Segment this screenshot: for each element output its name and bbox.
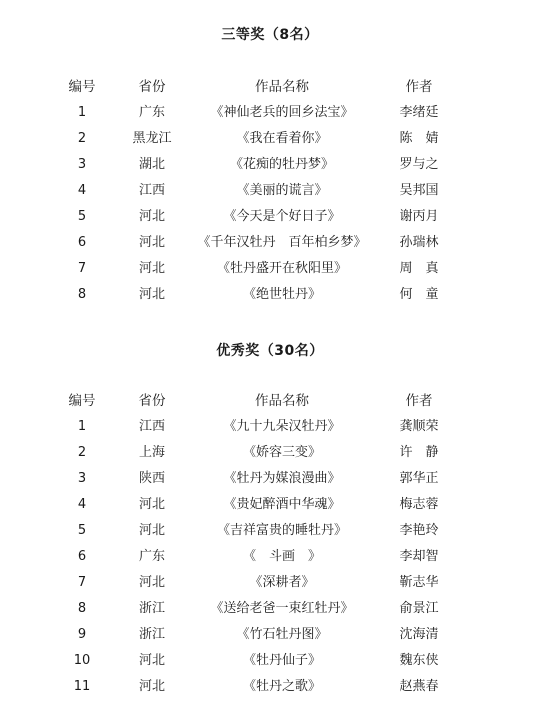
row-work: 《神仙老兵的回乡法宝》 (210, 105, 354, 120)
row-author: 谢丙月 (399, 209, 439, 224)
table-row (0, 468, 550, 490)
section-title-third-prize: 三等奖（8名） (221, 27, 319, 43)
row-work: 《美丽的谎言》 (236, 183, 328, 198)
table-header (0, 390, 550, 412)
row-author: 周 真 (399, 261, 439, 276)
row-work: 《 斗画 》 (242, 549, 321, 564)
row-work: 《我在看着你》 (236, 131, 328, 146)
row-work: 《九十九朵汉牡丹》 (223, 419, 341, 434)
row-author: 梅志蓉 (399, 497, 439, 512)
table-row (0, 520, 550, 542)
row-author: 俞景江 (399, 601, 439, 616)
row-author: 龚顺荣 (399, 419, 439, 434)
row-no: 3 (77, 471, 87, 486)
row-province: 河北 (138, 575, 165, 590)
row-province: 湖北 (138, 157, 165, 172)
row-province: 河北 (138, 679, 165, 694)
table-row (0, 676, 550, 698)
table-row (0, 598, 550, 620)
row-no: 8 (77, 287, 87, 302)
row-province: 黑龙江 (132, 131, 172, 146)
row-work: 《贵妃醉酒中华魂》 (223, 497, 341, 512)
table-row (0, 546, 550, 568)
row-province: 浙江 (138, 601, 165, 616)
row-no: 10 (73, 653, 91, 668)
table-row (0, 572, 550, 594)
row-province: 河北 (138, 209, 165, 224)
row-author: 魏东侠 (399, 653, 439, 668)
row-province: 河北 (138, 287, 165, 302)
row-no: 7 (77, 261, 87, 276)
row-province: 广东 (138, 105, 165, 120)
row-work: 《绝世牡丹》 (242, 287, 321, 302)
table-row (0, 154, 550, 176)
header-author: 作者 (405, 79, 433, 95)
row-no: 1 (77, 419, 87, 434)
row-no: 7 (77, 575, 87, 590)
row-author: 沈海清 (399, 627, 439, 642)
row-no: 3 (77, 157, 87, 172)
table-row (0, 442, 550, 464)
row-work: 《吉祥富贵的睡牡丹》 (216, 523, 347, 538)
row-no: 1 (77, 105, 87, 120)
row-author: 许 静 (399, 445, 439, 460)
row-no: 5 (77, 209, 87, 224)
table-row (0, 180, 550, 202)
header-work: 作品名称 (255, 79, 309, 95)
table-row (0, 232, 550, 254)
row-province: 浙江 (138, 627, 165, 642)
table-row (0, 206, 550, 228)
row-no: 2 (77, 445, 87, 460)
row-no: 9 (77, 627, 87, 642)
row-work: 《花痴的牡丹梦》 (229, 157, 334, 172)
row-province: 江西 (138, 419, 165, 434)
row-author: 罗与之 (399, 157, 439, 172)
row-province: 河北 (138, 653, 165, 668)
row-author: 陈 婧 (399, 131, 439, 146)
row-author: 靳志华 (399, 575, 439, 590)
row-work: 《送给老爸一束红牡丹》 (210, 601, 354, 616)
row-work: 《深耕者》 (249, 575, 315, 590)
row-no: 4 (77, 497, 87, 512)
row-work: 《牡丹之歌》 (242, 679, 321, 694)
row-no: 8 (77, 601, 87, 616)
header-province: 省份 (138, 79, 166, 95)
row-province: 广东 (138, 549, 165, 564)
row-author: 李艳玲 (399, 523, 439, 538)
table-row (0, 494, 550, 516)
row-author: 吴邦国 (399, 183, 439, 198)
header-no: 编号 (68, 393, 96, 409)
row-work: 《娇容三变》 (242, 445, 321, 460)
header-work: 作品名称 (255, 393, 309, 409)
row-work: 《牡丹仙子》 (242, 653, 321, 668)
table-row (0, 102, 550, 124)
row-province: 河北 (138, 523, 165, 538)
row-author: 孙瑞林 (399, 235, 439, 250)
row-work: 《牡丹盛开在秋阳里》 (216, 261, 347, 276)
row-province: 陕西 (138, 471, 165, 486)
row-work: 《千年汉牡丹 百年柏乡梦》 (197, 235, 367, 250)
row-author: 郭华正 (399, 471, 439, 486)
row-no: 4 (77, 183, 87, 198)
row-province: 江西 (138, 183, 165, 198)
row-work: 《竹石牡丹图》 (236, 627, 328, 642)
table-row (0, 284, 550, 306)
row-author: 李却智 (399, 549, 439, 564)
row-province: 上海 (138, 445, 165, 460)
row-work: 《牡丹为媒浪漫曲》 (223, 471, 341, 486)
header-author: 作者 (405, 393, 433, 409)
row-author: 赵燕春 (399, 679, 439, 694)
table-row (0, 416, 550, 438)
row-province: 河北 (138, 235, 165, 250)
row-no: 2 (77, 131, 87, 146)
table-row (0, 128, 550, 150)
row-no: 5 (77, 523, 87, 538)
row-no: 11 (73, 679, 91, 694)
row-province: 河北 (138, 497, 165, 512)
row-work: 《今天是个好日子》 (223, 209, 341, 224)
header-province: 省份 (138, 393, 166, 409)
row-no: 6 (77, 235, 87, 250)
table-header (0, 76, 550, 98)
table-row (0, 650, 550, 672)
row-author: 李绪廷 (399, 105, 439, 120)
row-author: 何 童 (399, 287, 439, 302)
row-no: 6 (77, 549, 87, 564)
header-no: 编号 (68, 79, 96, 95)
section-title-excellence-prize: 优秀奖（30名） (216, 343, 324, 359)
row-province: 河北 (138, 261, 165, 276)
table-row (0, 258, 550, 280)
table-row (0, 624, 550, 646)
